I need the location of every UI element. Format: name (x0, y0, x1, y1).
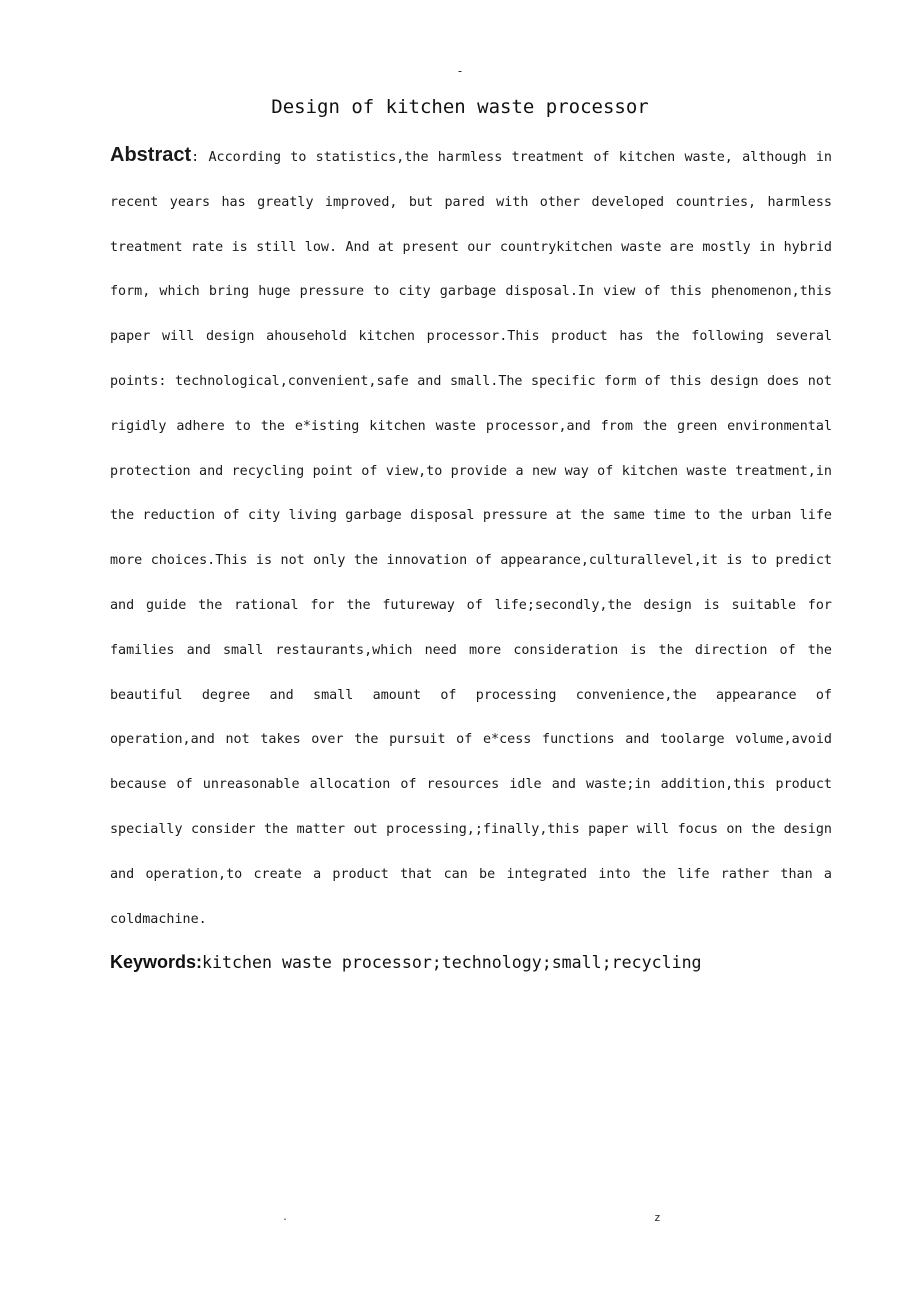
keywords-line (110, 948, 832, 977)
abstract-paragraph (110, 133, 832, 942)
document-title: Design of kitchen waste processor (271, 96, 649, 118)
abstract-body: : According to statistics,the harmless treatment of kitchen waste, although in recent years has greatly improved, but pared with other developed countries, harmless treatment rate is still low. And at present our countrykitchen waste are mostly in hybrid form, which bring huge pressure to city garbage disposal.In view of this phenomenon,this paper will design ahousehold kitchen processor.This product has the following several points: technological,convenient,safe and small.The specific form of this design does not rigidly adhere to the e*isting kitchen waste processor,and from the green environmental protection and recycling point of view,to provide a new way of kitchen waste treatment,in the reduction of city living garbage disposal pressure at the same time to the urban life more choices.This is not only the innovation of appearance,culturallevel,it is to predict and guide the rational for the futureway of life;secondly,the design is suitable for families and small restaurants,which need more consideration is the direction of the beautiful degree and small amount of processing convenience,the appearance of operation,and not takes over the pursuit of e*cess functions and toolarge volume,avoid because of unreasonable allocation of resources idle and waste;in addition,this product specially consider the matter out processing,;finally,this paper will focus on the design and operation,to create a product that can be integrated into the life rather than a coldmachine. (110, 150, 832, 927)
abstract-label: Abstract (110, 144, 192, 166)
footer-right-mark: z (654, 1211, 661, 1224)
keywords-label: Keywords: (110, 952, 203, 972)
footer-left-mark: . (282, 1212, 289, 1223)
header-mark: - (456, 64, 464, 78)
keywords-body: kitchen waste processor;technology;small;recycling (202, 953, 702, 972)
